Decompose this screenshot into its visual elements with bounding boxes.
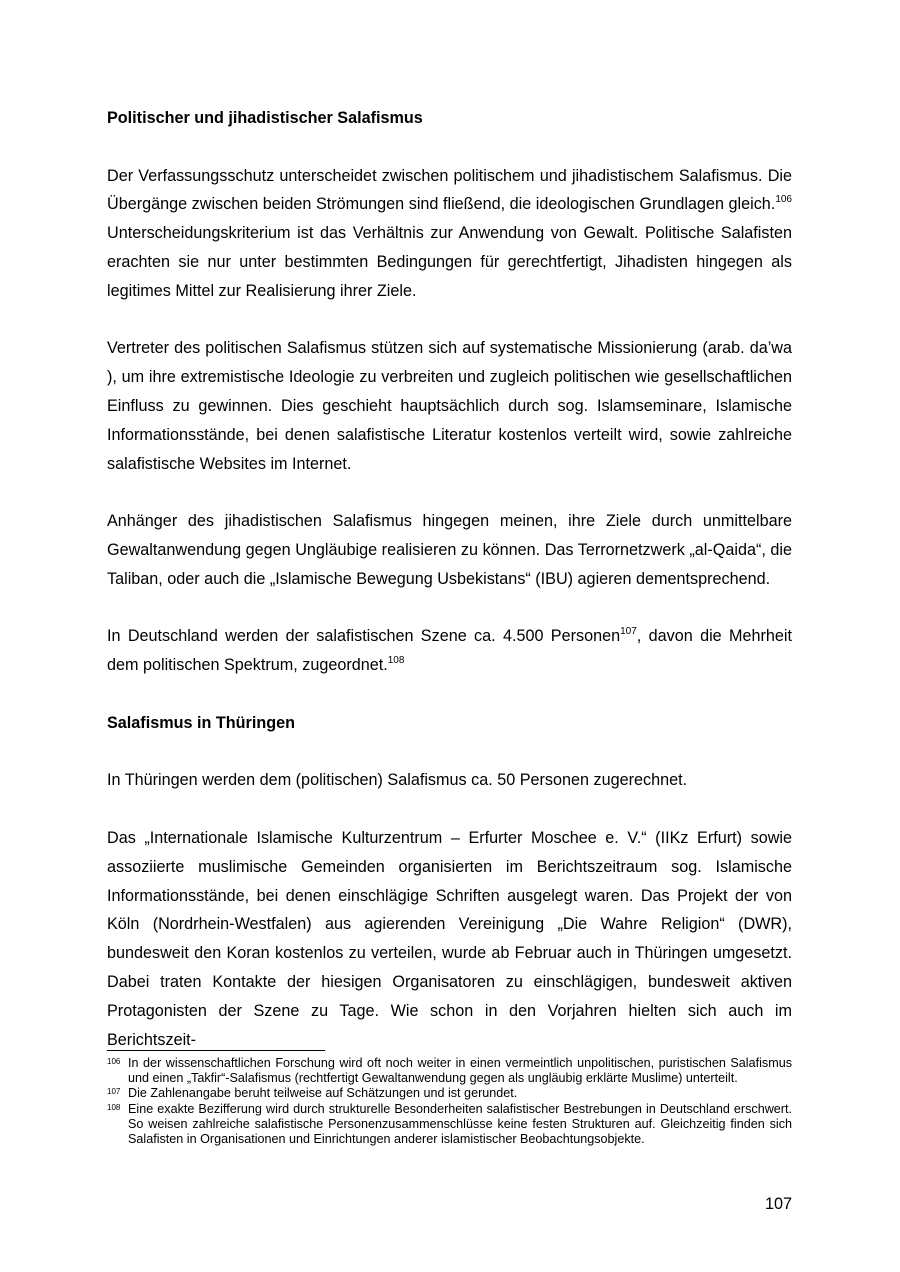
- footnote-text: Die Zahlenangabe beruht teilweise auf Schätzungen und ist gerundet.: [128, 1086, 518, 1101]
- paragraph-spacer: [107, 680, 792, 709]
- paragraph-5: In Thüringen werden dem (politischen) Salafismus ca. 50 Personen zugerechnet.: [107, 771, 688, 790]
- footnote-number: 107: [107, 1087, 121, 1097]
- paragraph-4-text-b: , davon die Mehrheit dem politischen Spektrum, zugeordnet.: [107, 627, 792, 675]
- footnote-ref-108[interactable]: 108: [387, 654, 405, 666]
- paragraph-3: Anhänger des jihadistischen Salafismus hingegen meinen, ihre Ziele durch unmittelbare Gewaltanwendung gegen Ungläubige realisieren zu können. Das Terrornetzwerk „al-Qaida“, die Taliban, oder auch die „Islamische Bewegung Usbekistans“ (IBU) agieren dementsprechend.: [107, 512, 792, 588]
- footnote-text: Eine exakte Bezifferung wird durch strukturelle Besonderheiten salafistischer Bestrebungen in Deutschland erschwert. So weisen zahlreiche salafistische Personenzusammenschlüsse keine festen Strukturen auf. Gleichzeitig finden sich Salafisten in Organisationen und Einrichtungen anderer islamistischer Beobachtungsobjekte.: [128, 1101, 792, 1147]
- section-heading-thuringia: Salafismus in Thüringen: [107, 713, 295, 732]
- footnote-107: [107, 1086, 792, 1101]
- footnote-106: [107, 1056, 792, 1086]
- paragraph-1-text-b: Unterscheidungskriterium ist das Verhältnis zur Anwendung von Gewalt. Politische Salafisten erachten sie nur unter bestimmten Bedingungen für gerechtfertigt, Jihadisten hingegen als legitimes Mittel zur Realisierung ihrer Ziele.: [107, 224, 792, 300]
- paragraph-spacer: [107, 478, 792, 507]
- footnote-ref-107[interactable]: 107: [620, 625, 637, 637]
- paragraph-4-text-a: In Deutschland werden der salafistischen Szene ca. 4.500 Personen: [107, 627, 621, 646]
- paragraph-spacer: [107, 594, 792, 623]
- footnote-108: [107, 1102, 792, 1148]
- paragraph-1: [107, 162, 792, 306]
- paragraph-1-text-a: Der Verfassungsschutz unterscheidet zwischen politischem und jihadistischem Salafismus. Die Übergänge zwischen beiden Strömungen sind fließend, die ideologischen Grundlagen gleich.: [107, 166, 792, 214]
- paragraph-spacer: [107, 795, 792, 824]
- paragraph-spacer: [107, 738, 792, 767]
- footnotes: [107, 1056, 792, 1147]
- footnote-ref-106[interactable]: 106: [775, 194, 792, 205]
- footnote-separator: [107, 1050, 325, 1051]
- footnote-text: In der wissenschaftlichen Forschung wird oft noch weiter in einen vermeintlich unpolitischen, puristischen Salafismus und einen „Takfir“-Salafismus (rechtfertigt Gewaltanwendung gegen als ungläubig erklärte Muslime) unterteilt.: [128, 1056, 792, 1086]
- footnote-number: 108: [107, 1102, 121, 1112]
- footnote-number: 106: [107, 1057, 121, 1066]
- paragraph-4: [107, 622, 792, 680]
- paragraph-2: Vertreter des politischen Salafismus stützen sich auf systematische Missionierung (arab. da’wa ), um ihre extremistische Ideologie zu verbreiten und zugleich politischen wie gesellschaftlichen Einfluss zu gewinnen. Dies geschieht hauptsächlich durch sog. Islamseminare, Islamische Informationsstände, bei denen salafistische Literatur kostenlos verteilt wird, sowie zahlreiche salafistische Websites im Internet.: [107, 339, 792, 473]
- paragraph-spacer: [107, 133, 792, 162]
- paragraph-6: Das „Internationale Islamische Kulturzentrum – Erfurter Moschee e. V.“ (IIKz Erfurt) sowie assoziierte muslimische Gemeinden organisierten im Berichtszeitraum sog. Islamische Informationsstände, bei denen einschlägige Schriften ausgelegt waren. Das Projekt der von Köln (Nordrhein-Westfalen) aus agierenden Vereinigung „Die Wahre Religion“ (DWR), bundesweit den Koran kostenlos zu verteilen, wurde ab Februar auch in Thüringen umgesetzt. Dabei traten Kontakte der hiesigen Organisatoren zu einschlägigen, bundesweit aktiven Protagonisten der Szene zu Tage. Wie schon in den Vorjahren hielten sich auch im Berichtszeit-: [107, 828, 792, 1049]
- section-heading-political-jihadist: Politischer und jihadistischer Salafismus: [107, 109, 423, 127]
- page-number: 107: [764, 1195, 792, 1213]
- paragraph-spacer: [107, 306, 792, 335]
- body-text: [107, 104, 792, 1054]
